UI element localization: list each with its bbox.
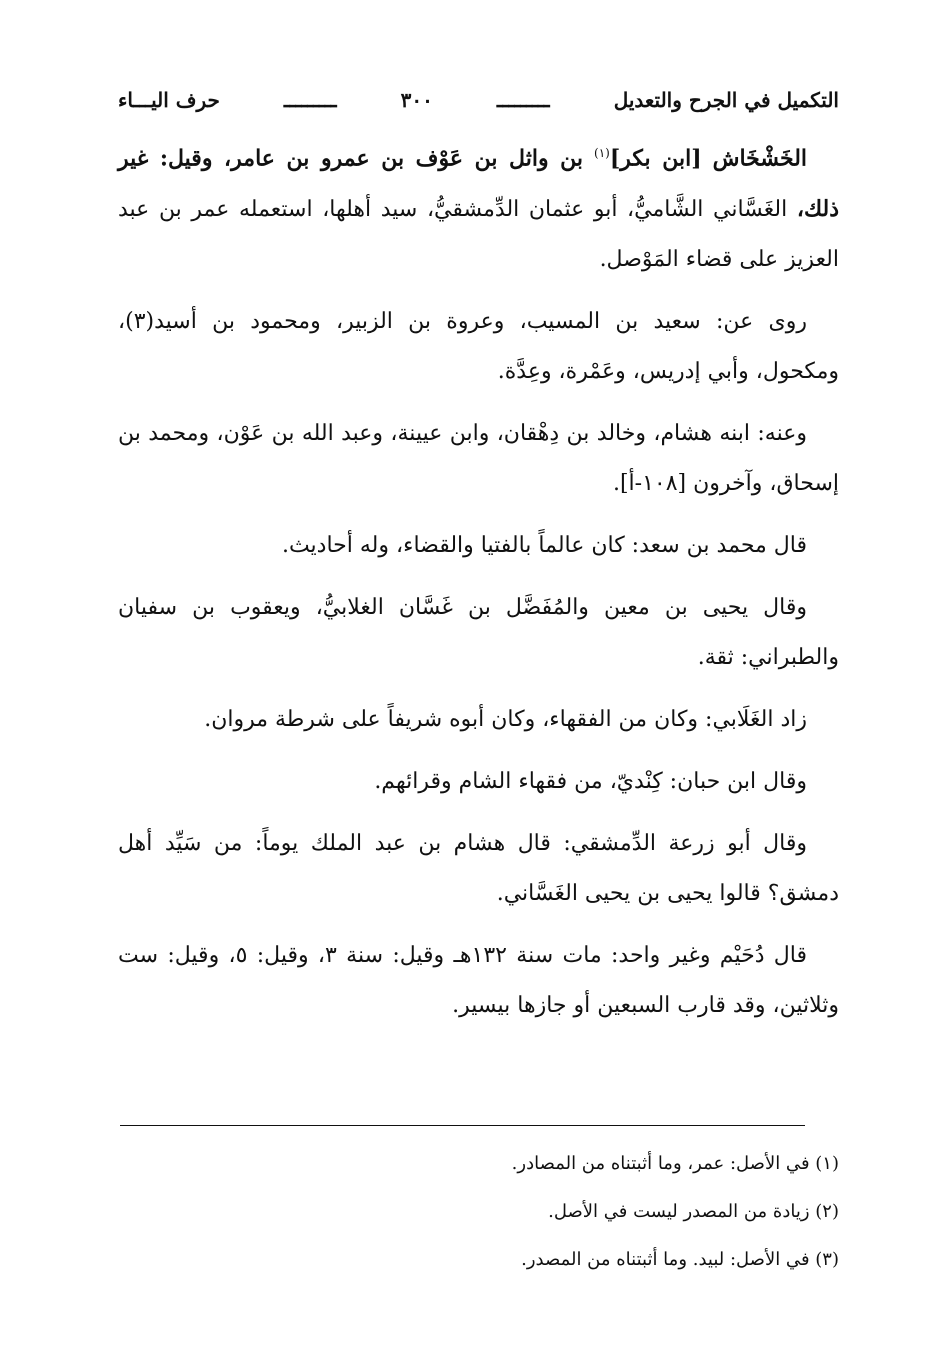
header-dash: ـــــــــ <box>283 88 337 112</box>
paragraph-narrators: وعنه: ابنه هشام، وخالد بن دِهْقان، وابن عيينة، وعبد الله بن عَوْن، ومحمد بن إسحاق، وآخرون [١٠٨-أ]. <box>118 421 839 497</box>
entry-heading <box>118 128 839 285</box>
paragraph-narrated-from: روى عن: سعيد بن المسيب، وعروة بن الزبير، ومحمود بن أسيد(٣)، ومكحول، وأبي إدريس، وعَمْرة، وعِدَّة. <box>118 309 839 385</box>
section-title: حرف اليـــاء <box>118 88 220 112</box>
entry-name: الخَشْخَاش <box>712 145 808 172</box>
paragraph-ghalabi: زاد الغَلَابي: وكان من الفقهاء، وكان أبوه شريفاً على شرطة مروان. <box>204 707 807 733</box>
footnotes <box>118 1140 839 1284</box>
paragraph-ibn-hibban: وقال ابن حبان: كِنْديّ، من فقهاء الشام وقرائهم. <box>374 769 807 795</box>
running-header <box>118 78 839 122</box>
page-number: ٣٠٠ <box>400 88 433 112</box>
entry-bracket: [ابن بكر] <box>609 145 702 172</box>
footnote-separator <box>120 1125 805 1126</box>
entry-line-1: بن واثل بن عَوْف بن عمرو بن عامر، وقيل: غير ذلك، <box>118 145 839 223</box>
entry-line-2: الغَسَّاني الشَّاميُّ، أبو عثمان الدِّمشقيُّ، سيد أهلها، استعمله عمر بن <box>158 197 788 223</box>
paragraph-abu-zura: وقال أبو زرعة الدِّمشقي: قال هشام بن عبد الملك يوماً: من سَيِّد أهل دمشق؟ قالوا يحيى بن يحيى الغَسَّاني. <box>118 831 839 907</box>
paragraph-ibn-sad: قال محمد بن سعد: كان عالماً بالفتيا والقضاء، وله أحاديث. <box>281 533 807 559</box>
footnote-marker: (١) <box>594 146 610 160</box>
paragraph-thiqa: وقال يحيى بن معين والمُفَضَّل بن غَسَّان الغلابيُّ، ويعقوب بن سفيان والطبراني: ثقة. <box>118 595 839 671</box>
book-title: التكميل في الجرح والتعديل <box>613 88 839 112</box>
paragraph-death: قال دُحَيْم وغير واحد: مات سنة ١٣٢هـ وقيل: سنة ٣، وقيل: ٥، وقيل: ست وثلاثين، وقد قارب السبعين أو جازها بيسير. <box>118 943 839 1019</box>
header-dash: ـــــــــ <box>496 88 550 112</box>
main-text <box>118 128 839 1031</box>
footnote-2: (٢) زيادة من المصدر ليست في الأصل. <box>548 1201 839 1222</box>
footnote-3: (٣) في الأصل: لبيد. وما أثبتناه من المصدر. <box>521 1249 839 1270</box>
entry-line-3: عبد العزيز على قضاء المَوْصل. <box>118 197 839 273</box>
footnote-1: (١) في الأصل: عمر، وما أثبتناه من المصادر. <box>511 1153 839 1174</box>
